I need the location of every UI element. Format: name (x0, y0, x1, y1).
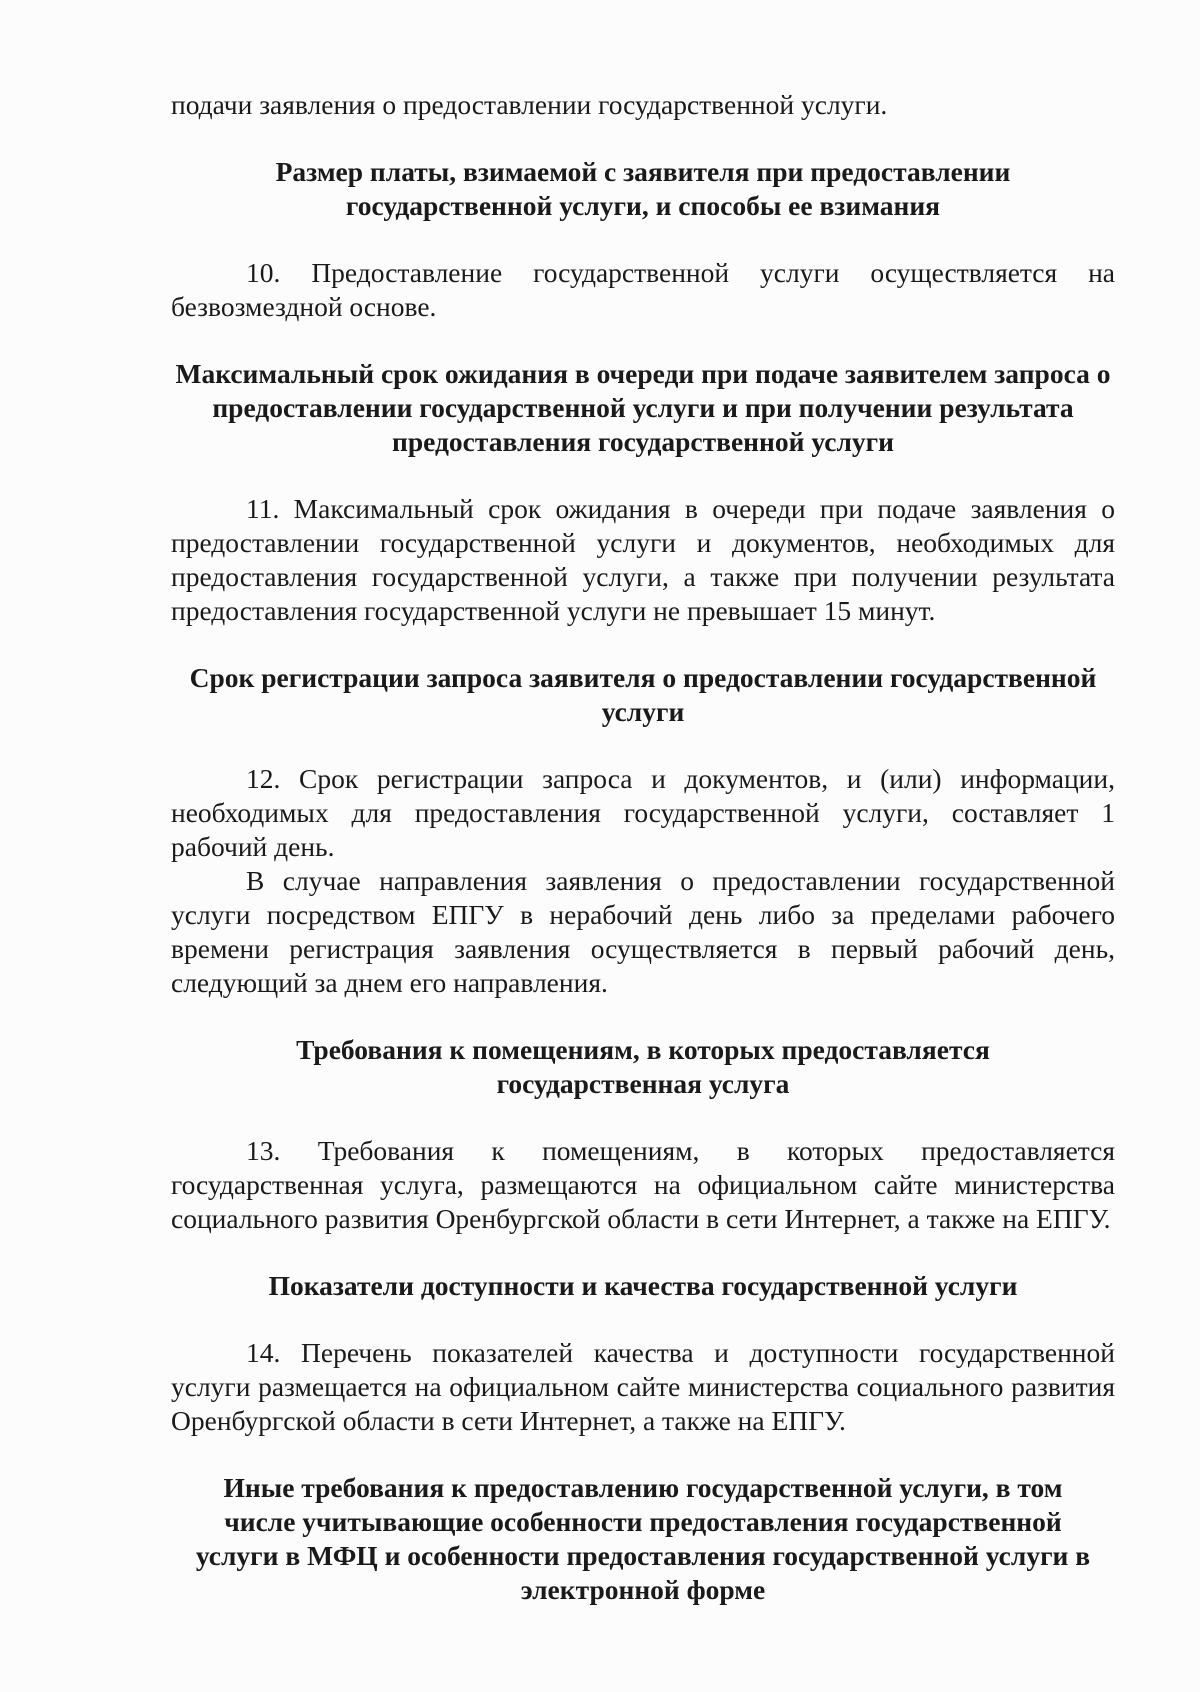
heading-fee: Размер платы, взимаемой с заявителя при предоставлении государственной услуги, и способы ее взимания (275, 156, 1011, 221)
paragraph-10: 10. Предоставление государственной услуги осуществляется на безвозмездной основе. (171, 257, 1115, 322)
paragraph-11: 11. Максимальный срок ожидания в очереди при подаче заявления о предоставлении государственной услуги и документов, необходимых для предоставления государственной услуги, а также при получении результата предоставления государственной услуги не превышает 15 минут. (171, 493, 1115, 626)
document-body (171, 88, 1115, 1607)
paragraph-14: 14. Перечень показателей качества и доступности государственной услуги размещается на официальном сайте министерства социального развития Оренбургской области в сети Интернет, а также на ЕПГУ. (171, 1337, 1115, 1436)
heading-indicators: Показатели доступности и качества государственной услуги (268, 1270, 1018, 1301)
heading-premises: Требования к помещениям, в которых предоставляется государственная услуга (296, 1034, 990, 1099)
continued-line: подачи заявления о предоставлении государственной услуги. (171, 89, 888, 120)
heading-other-requirements: Иные требования к предоставлению государственной услуги, в том числе учитывающие особенности предоставления государственной услуги в МФЦ и особенности предоставления государственной услуги в электронной форме (195, 1472, 1091, 1605)
paragraph-12: 12. Срок регистрации запроса и документов, и (или) информации, необходимых для предоставления государственной услуги, составляет 1 рабочий день. (171, 763, 1115, 862)
heading-registration-time: Срок регистрации запроса заявителя о предоставлении государственной услуги (189, 662, 1097, 727)
paragraph-12-continued: В случае направления заявления о предоставлении государственной услуги посредством ЕПГУ в нерабочий день либо за пределами рабочего времени регистрация заявления осуществляется в первый рабочий день, следующий за днем его направления. (171, 865, 1115, 998)
heading-queue-time: Максимальный срок ожидания в очереди при подаче заявителем запроса о предоставлении государственной услуги и при получении результата предоставления государственной услуги (175, 358, 1111, 457)
paragraph-13: 13. Требования к помещениям, в которых предоставляется государственная услуга, размещаются на официальном сайте министерства социального развития Оренбургской области в сети Интернет, а также на ЕПГУ. (171, 1135, 1115, 1234)
